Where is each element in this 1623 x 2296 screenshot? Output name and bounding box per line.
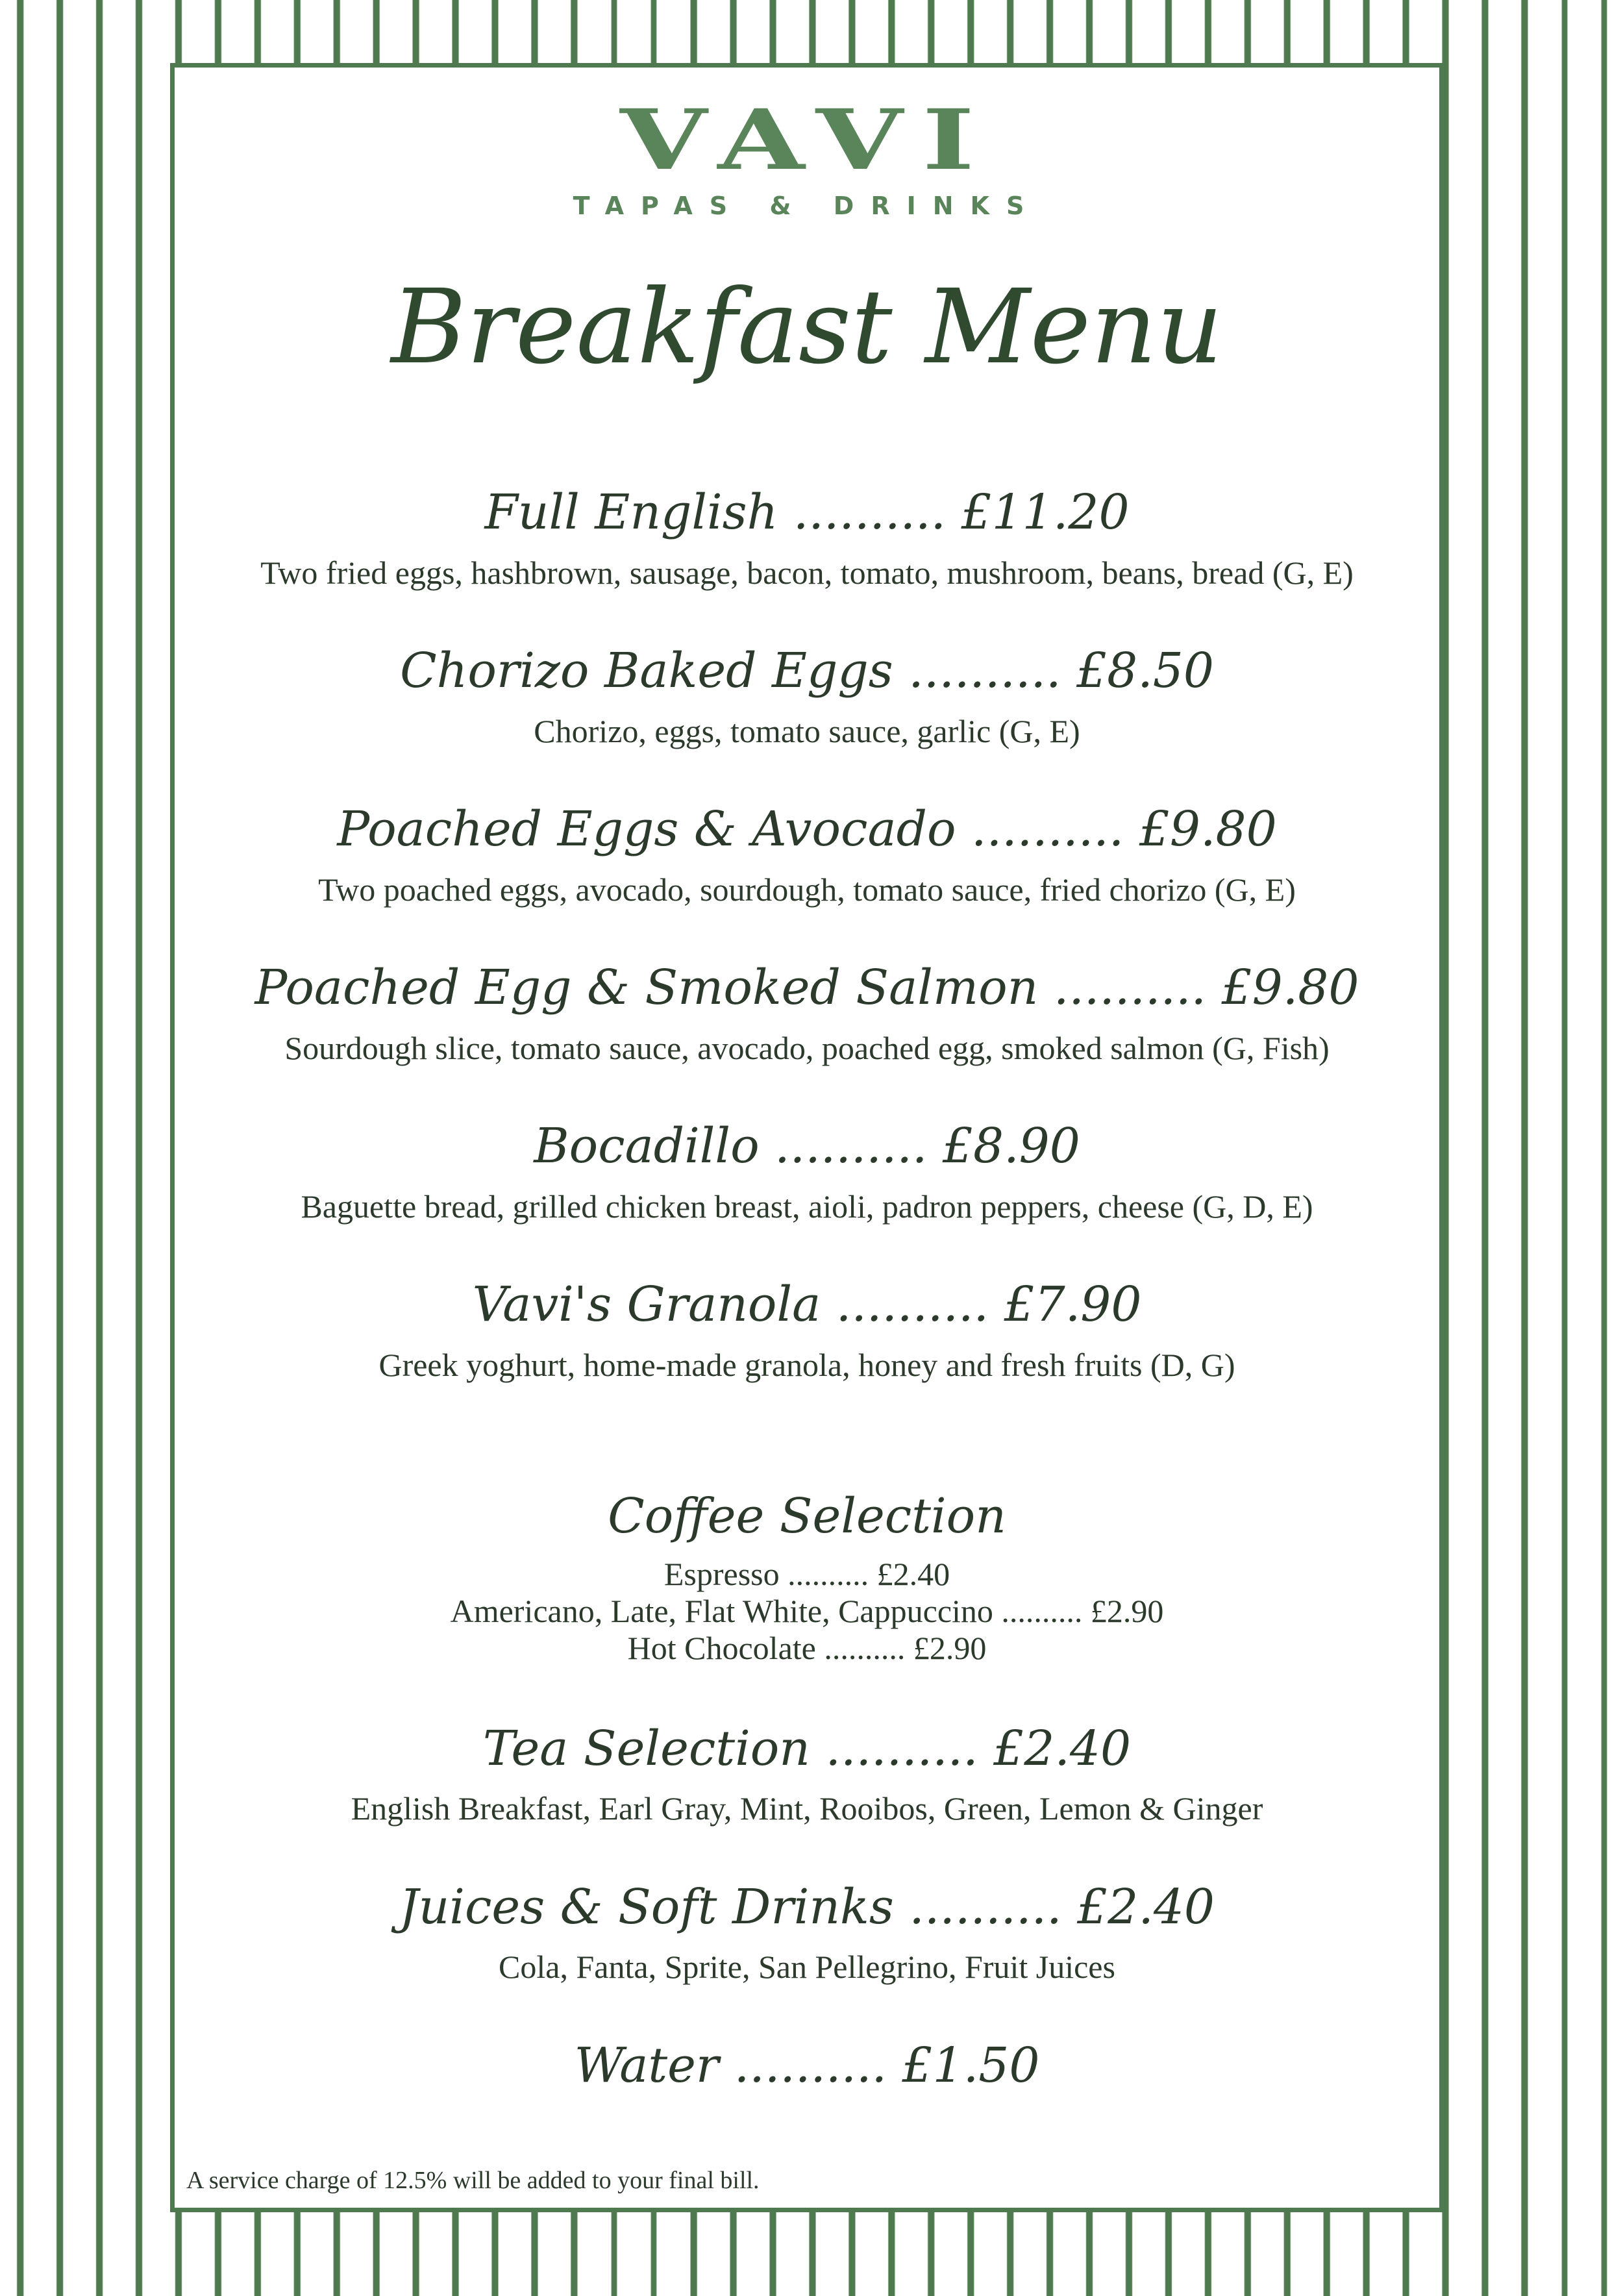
dish-heading — [175, 1117, 1439, 1175]
price-dots: .......... — [825, 1721, 978, 1777]
dish-price: £9.80 — [1139, 801, 1277, 857]
dish-description: Sourdough slice, tomato sauce, avocado, poached egg, smoked salmon (G, Fish) — [284, 1030, 1330, 1066]
dish-price: £11.20 — [961, 484, 1130, 540]
price-dots: .......... — [909, 1879, 1062, 1935]
dish-price: £9.80 — [1221, 960, 1359, 1016]
dish-name: Poached Egg & Smoked Salmon — [254, 960, 1039, 1016]
water-title: Water — [574, 2038, 719, 2093]
dish-heading — [175, 642, 1439, 700]
water-heading — [175, 2036, 1439, 2095]
coffee-heading: Coffee Selection — [608, 1488, 1006, 1544]
price-dots: .......... — [836, 1277, 989, 1332]
tea-title: Tea Selection — [482, 1721, 810, 1777]
tea-description: English Breakfast, Earl Gray, Mint, Rooibos, Green, Lemon & Ginger — [351, 1790, 1263, 1827]
juices-title: Juices & Soft Drinks — [399, 1879, 894, 1935]
price-dots: .......... — [971, 801, 1124, 857]
service-charge-note: A service charge of 12.5% will be added to your final bill. — [186, 2167, 760, 2194]
coffee-item-price: £2.40 — [876, 1556, 950, 1592]
dish-description: Two poached eggs, avocado, sourdough, tomato sauce, fried chorizo (G, E) — [318, 871, 1296, 908]
coffee-item-name: Hot Chocolate — [627, 1630, 816, 1666]
coffee-item — [175, 1628, 1439, 1667]
price-dots: .......... — [908, 643, 1061, 699]
dish-description: Baguette bread, grilled chicken breast, aioli, padron peppers, cheese (G, D, E) — [301, 1188, 1313, 1225]
price-dots: .......... — [1001, 1593, 1083, 1629]
brand-tagline: TAPAS & DRINKS — [573, 192, 1041, 220]
coffee-item-price: £2.90 — [913, 1630, 987, 1666]
dish-heading — [175, 483, 1439, 542]
price-dots: .......... — [774, 1118, 928, 1174]
price-dots: .......... — [824, 1630, 906, 1666]
tea-heading — [175, 1719, 1439, 1778]
dish-description: Chorizo, eggs, tomato sauce, garlic (G, E) — [534, 713, 1080, 749]
water-price: £1.50 — [902, 2038, 1040, 2093]
dish-name: Full English — [484, 484, 778, 540]
dish-heading — [175, 958, 1439, 1017]
dish-name: Poached Eggs & Avocado — [337, 801, 956, 857]
coffee-item — [175, 1591, 1439, 1630]
dish-price: £7.90 — [1004, 1277, 1142, 1332]
juices-heading — [175, 1878, 1439, 1936]
price-dots: .......... — [793, 484, 947, 540]
menu-title: Breakfast Menu — [391, 268, 1223, 387]
dish-name: Chorizo Baked Eggs — [400, 643, 893, 699]
dish-price: £8.90 — [942, 1118, 1080, 1174]
menu-panel — [170, 63, 1444, 2212]
dish-heading — [175, 1275, 1439, 1334]
price-dots: .......... — [734, 2038, 887, 2093]
coffee-item-price: £2.90 — [1090, 1593, 1164, 1629]
coffee-item-name: Espresso — [663, 1556, 780, 1592]
coffee-item-name: Americano, Late, Flat White, Cappuccino — [450, 1593, 993, 1629]
dish-name: Vavi's Granola — [472, 1277, 821, 1332]
dish-name: Bocadillo — [534, 1118, 760, 1174]
price-dots: .......... — [1053, 960, 1207, 1016]
tea-price: £2.40 — [993, 1721, 1132, 1777]
dish-price: £8.50 — [1076, 643, 1214, 699]
dish-description: Two fried eggs, hashbrown, sausage, bacon, tomato, mushroom, beans, bread (G, E) — [260, 555, 1354, 591]
price-dots: .......... — [787, 1556, 869, 1592]
juices-price: £2.40 — [1077, 1879, 1215, 1935]
dish-description: Greek yoghurt, home-made granola, honey and fresh fruits (D, G) — [378, 1347, 1235, 1383]
coffee-item — [175, 1554, 1439, 1593]
dish-heading — [175, 800, 1439, 858]
brand-logo: VAVI — [620, 92, 994, 189]
juices-description: Cola, Fanta, Sprite, San Pellegrino, Fruit Juices — [499, 1949, 1115, 1985]
